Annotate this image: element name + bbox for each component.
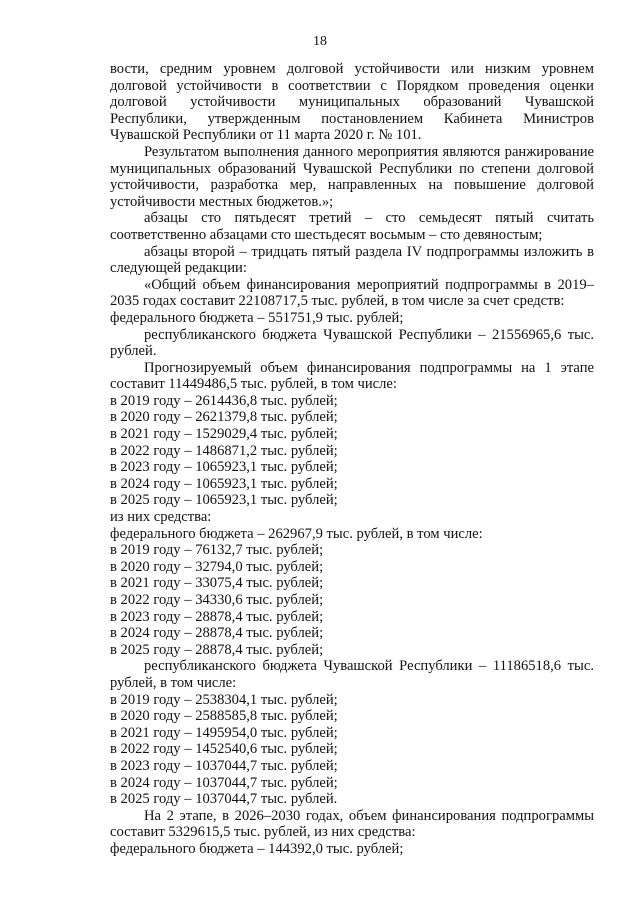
republic-year-line: в 2023 году – 1037044,7 тыс. рублей; (110, 757, 338, 774)
stage1-year-line: в 2019 году – 2614436,8 тыс. рублей; (110, 392, 338, 409)
republic-year-line: в 2021 году – 1495954,0 тыс. рублей; (110, 724, 338, 741)
paragraph-section-iv: абзацы второй – тридцать пятый раздела IV подпрограммы изложить в следующей редакции: (110, 243, 594, 277)
federal-year-line: в 2022 году – 34330,6 тыс. рублей; (110, 592, 324, 608)
stage1-year-line: в 2025 году – 1065923,1 тыс. рублей; (110, 492, 338, 509)
stage1-year-line: в 2023 году – 1065923,1 тыс. рублей; (110, 459, 338, 476)
federal-stage1-heading: федерального бюджета – 262967,9 тыс. рублей, в том числе: (110, 525, 483, 542)
republic-year-line: в 2022 году – 1452540,6 тыс. рублей; (110, 741, 338, 758)
republic-year-line: в 2019 году – 2538304,1 тыс. рублей; (110, 691, 338, 708)
paragraph-result: Результатом выполнения данного мероприятия являются ранжирование муниципальных образований Чувашской Республики по степени долговой устойчивости, разработка мер, направленных на повышение долговой устойчивости местных бюджетов.»; (110, 143, 594, 210)
paragraph-continuation: вости, средним уровнем долговой устойчивости или низким уровнем долговой устойчивости в соответствии с Порядком проведения оценки долговой устойчивости муниципальных образований Чувашской Республики, утвержденным постановлением Кабинета Министров Чувашской Республики от 11 марта 2020 г. № 101. (110, 61, 594, 144)
republic-budget-total: республиканского бюджета Чувашской Республики – 21556965,6 тыс. рублей. (110, 326, 594, 360)
republic-year-line: в 2020 году – 2588585,8 тыс. рублей; (110, 708, 338, 725)
federal-year-line: в 2024 году – 28878,4 тыс. рублей; (110, 625, 324, 642)
stage1-year-line: в 2021 году – 1529029,4 тыс. рублей; (110, 426, 338, 443)
stage2-federal-line: федерального бюджета – 144392,0 тыс. рублей; (110, 840, 404, 857)
stage1-year-line: в 2024 году – 1065923,1 тыс. рублей; (110, 475, 338, 492)
republic-stage1-heading: республиканского бюджета Чувашской Республики – 11186518,6 тыс. рублей, в том числе: (110, 658, 594, 691)
federal-year-line: в 2023 году – 28878,4 тыс. рублей; (110, 608, 324, 625)
paragraph-renumbering: абзацы сто пятьдесят третий – сто семьдесят пятый считать соответственно абзацами сто шестьдесят восьмым – сто девяностым; (110, 210, 594, 243)
federal-year-line: в 2025 году – 28878,4 тыс. рублей; (110, 641, 324, 658)
federal-budget-total: федерального бюджета – 551751,9 тыс. рублей; (110, 309, 404, 326)
stage1-year-line: в 2022 году – 1486871,2 тыс. рублей; (110, 442, 338, 459)
federal-year-line: в 2019 году – 76132,7 тыс. рублей; (110, 542, 324, 559)
republic-year-line: в 2024 году – 1037044,7 тыс. рублей; (110, 774, 338, 791)
document-body (110, 61, 594, 858)
paragraph-stage2: На 2 этапе, в 2026–2030 годах, объем финансирования подпрограммы составит 5329615,5 тыс. рублей, из них средства: (110, 807, 594, 841)
stage1-year-line: в 2020 году – 2621379,8 тыс. рублей; (110, 409, 338, 426)
of-them-label: из них средства: (110, 509, 212, 526)
federal-year-line: в 2020 году – 32794,0 тыс. рублей; (110, 558, 324, 575)
republic-year-line: в 2025 году – 1037044,7 тыс. рублей. (110, 791, 338, 808)
federal-year-line: в 2021 году – 33075,4 тыс. рублей; (110, 575, 324, 592)
paragraph-stage1-forecast: Прогнозируемый объем финансирования подпрограммы на 1 этапе составит 11449486,5 тыс. рублей, в том числе: (110, 359, 594, 393)
paragraph-total-financing: «Общий объем финансирования мероприятий подпрограммы в 2019–2035 годах составит 22108717,5 тыс. рублей, в том числе за счет средств: (110, 276, 594, 310)
page-number: 18 (313, 34, 327, 49)
